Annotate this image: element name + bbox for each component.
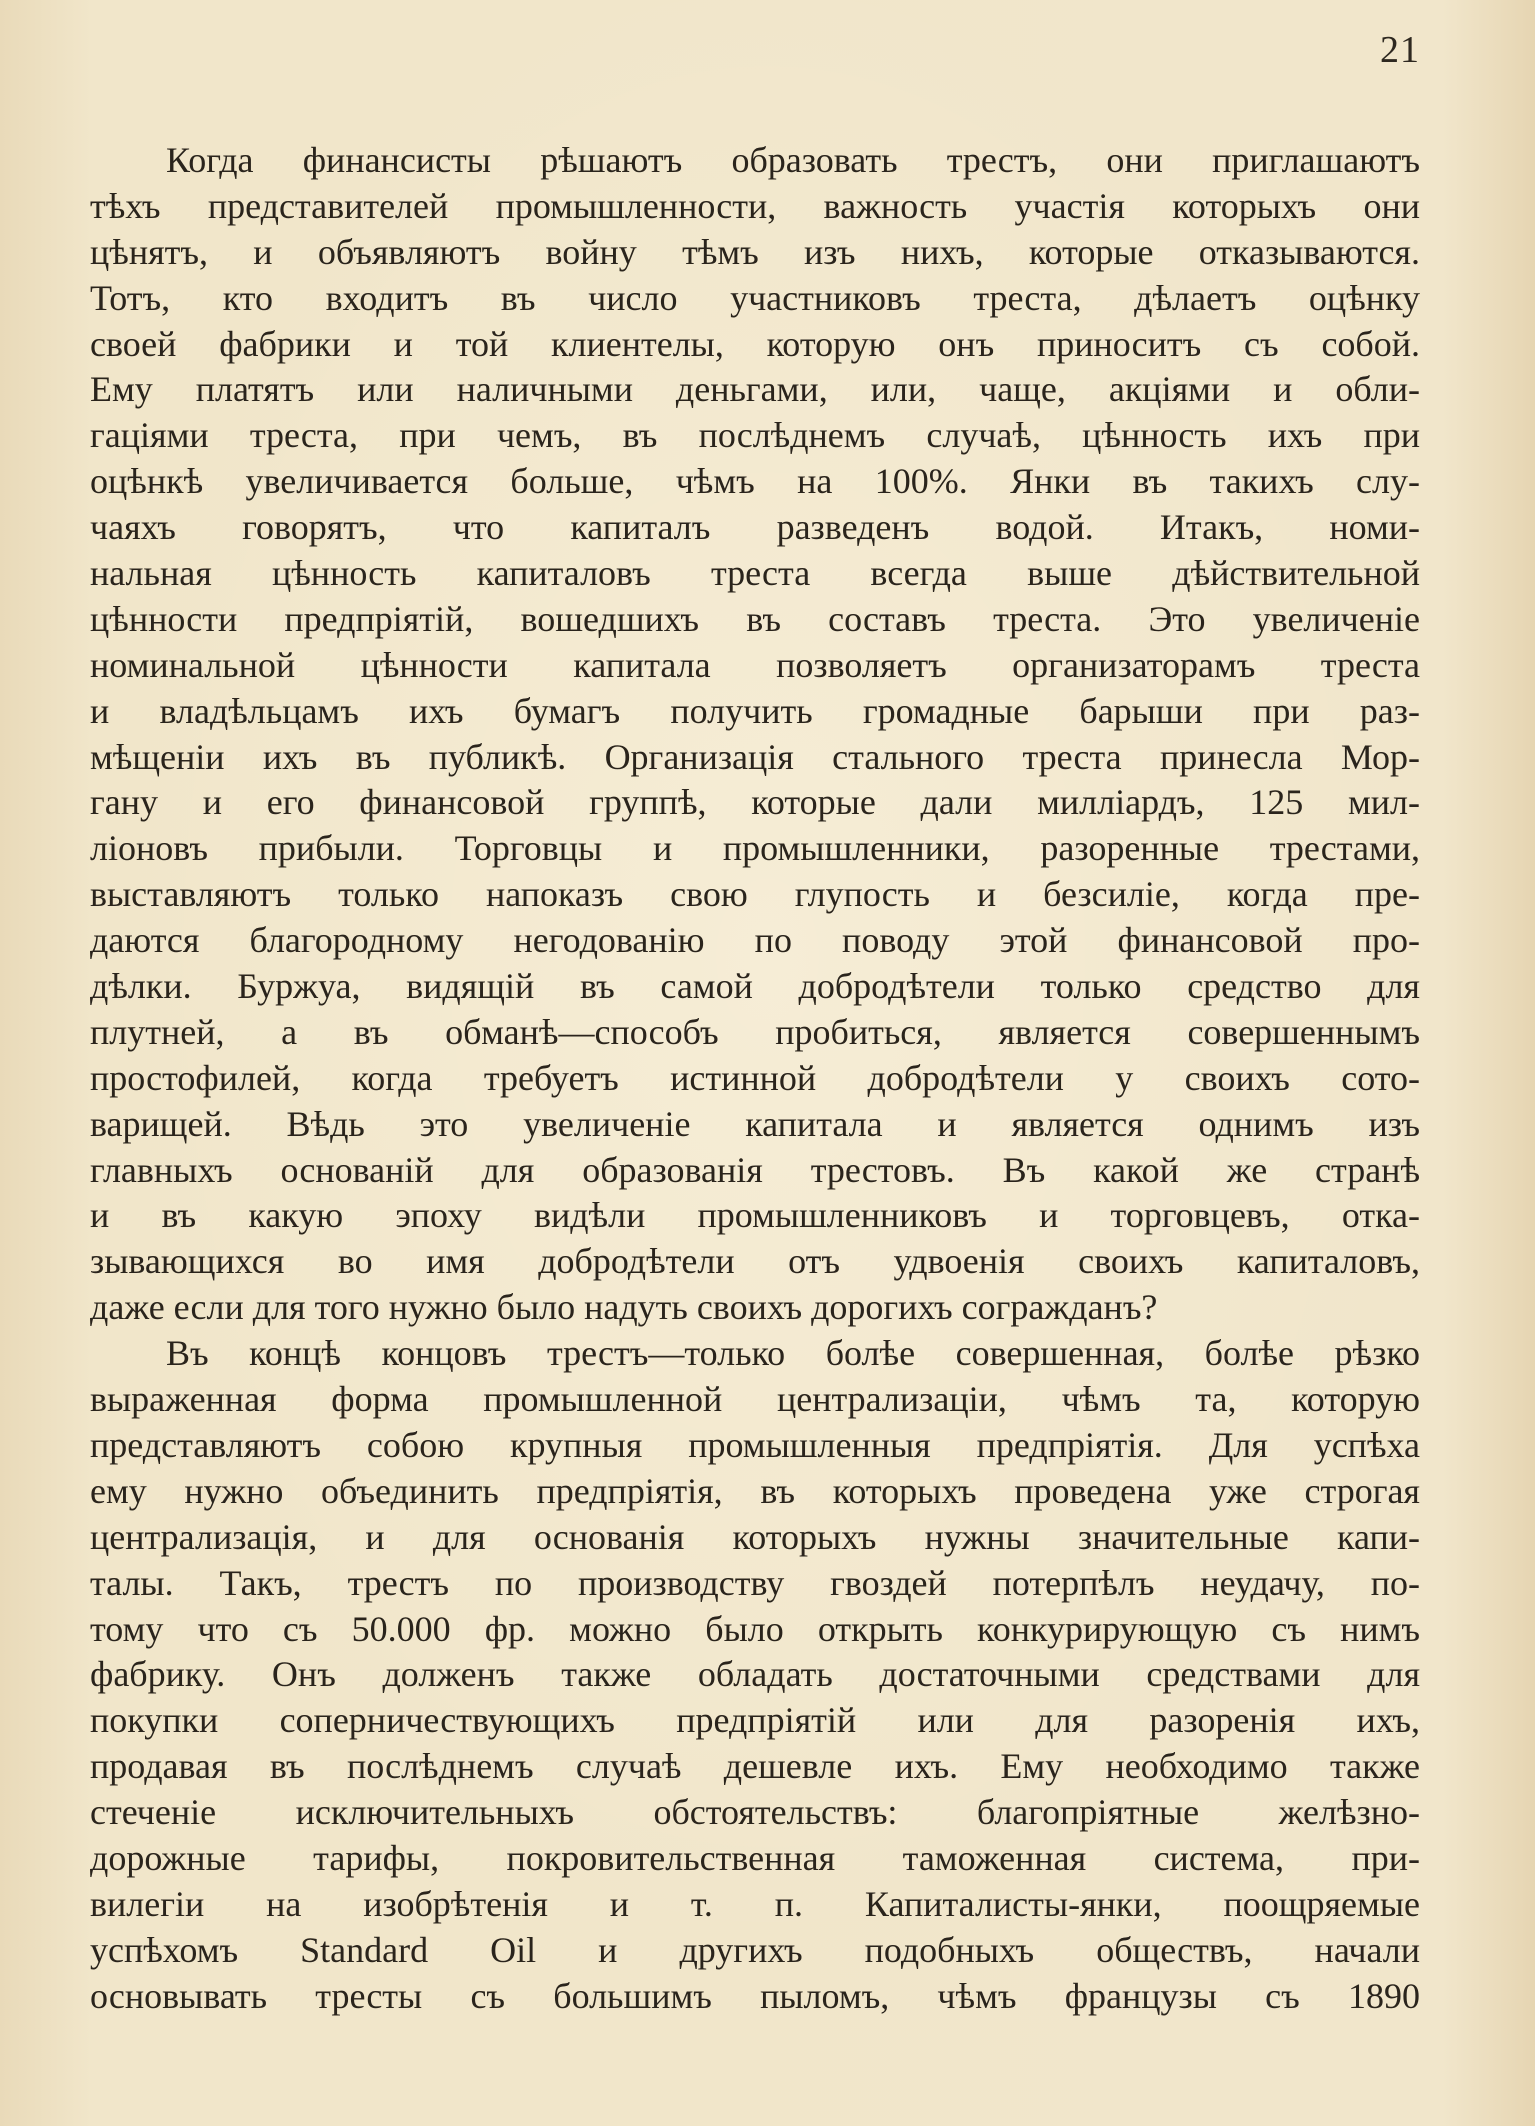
text-line: представляютъ собою крупныя промышленныя предпріятія. Для успѣха xyxy=(90,1424,1420,1465)
text-line: плутней, а въ обманѣ—способъ пробиться, является совершеннымъ xyxy=(90,1011,1420,1052)
text-line: и владѣльцамъ ихъ бумагъ получить громадные барыши при раз- xyxy=(90,690,1420,731)
text-line: нальная цѣнность капиталовъ треста всегда выше дѣйствительной xyxy=(90,553,1420,594)
text-line: и въ какую эпоху видѣли промышленниковъ и торговцевъ, отка- xyxy=(90,1195,1420,1236)
text-line: выраженная форма промышленной централизаціи, чѣмъ та, которую xyxy=(90,1379,1420,1420)
text-line: простофилей, когда требуетъ истинной добродѣтели у своихъ сото- xyxy=(90,1057,1420,1098)
text-line: основывать тресты съ большимъ пыломъ, чѣмъ французы съ 1890 xyxy=(90,1975,1420,2016)
text-line: централизація, и для основанія которыхъ нужны значительные капи- xyxy=(90,1516,1420,1557)
text-line: оцѣнкѣ увеличивается больше, чѣмъ на 100%. Янки въ такихъ слу- xyxy=(90,461,1420,502)
text-line: талы. Такъ, трестъ по производству гвоздей потерпѣлъ неудачу, по- xyxy=(90,1562,1420,1603)
text-line: варищей. Вѣдь это увеличеніе капитала и является однимъ изъ xyxy=(90,1103,1420,1144)
text-line: вилегіи на изобрѣтенія и т. п. Капиталисты-янки, поощряемые xyxy=(90,1883,1420,1924)
text-line: своей фабрики и той клиентелы, которую онъ приноситъ съ собой. xyxy=(90,323,1420,364)
text-line: покупки соперничествующихъ предпріятій или для разоренія ихъ, xyxy=(90,1700,1420,1741)
page-number: 21 xyxy=(1380,29,1420,71)
text-line: Тотъ, кто входитъ въ число участниковъ треста, дѣлаетъ оцѣнку xyxy=(90,277,1420,318)
body-text xyxy=(90,138,1420,2020)
text-line: тому что съ 50.000 фр. можно было открыть конкурирующую съ нимъ xyxy=(90,1608,1420,1649)
text-line: выставляютъ только напоказъ свою глупость и безсиліе, когда пре- xyxy=(90,874,1420,915)
text-line: Ему платятъ или наличными деньгами, или, чаще, акціями и обли- xyxy=(90,369,1420,410)
text-line: чаяхъ говорятъ, что капиталъ разведенъ водой. Итакъ, номи- xyxy=(90,507,1420,548)
text-line: главныхъ основаній для образованія трестовъ. Въ какой же странѣ xyxy=(90,1149,1420,1190)
text-line: дѣлки. Буржуа, видящій въ самой добродѣтели только средство для xyxy=(90,966,1420,1007)
text-line: успѣхомъ Standard Oil и другихъ подобныхъ обществъ, начали xyxy=(90,1929,1420,1970)
text-line: гаціями треста, при чемъ, въ послѣднемъ случаѣ, цѣнность ихъ при xyxy=(90,415,1420,456)
text-line: цѣнятъ, и объявляютъ войну тѣмъ изъ нихъ, которые отказываются. xyxy=(90,231,1420,272)
text-line: даются благородному негодованію по поводу этой финансовой про- xyxy=(90,920,1420,961)
text-line: Когда финансисты рѣшаютъ образовать трестъ, они приглашаютъ xyxy=(166,140,1420,180)
text-line: цѣнности предпріятій, вошедшихъ въ составъ треста. Это увеличеніе xyxy=(90,598,1420,639)
text-line: даже если для того нужно было надуть своихъ дорогихъ согражданъ? xyxy=(90,1287,1158,1328)
text-line: мѣщеніи ихъ въ публикѣ. Организація стального треста принесла Мор- xyxy=(90,736,1420,777)
text-line: ему нужно объединить предпріятія, въ которыхъ проведена уже строгая xyxy=(90,1470,1420,1511)
text-line: Въ концѣ концовъ трестъ—только болѣе совершенная, болѣе рѣзко xyxy=(166,1333,1420,1374)
text-line: дорожные тарифы, покровительственная таможенная система, при- xyxy=(90,1837,1420,1878)
text-line: зывающихся во имя добродѣтели отъ удвоенія своихъ капиталовъ, xyxy=(90,1241,1420,1282)
text-line: фабрику. Онъ долженъ также обладать достаточными средствами для xyxy=(90,1654,1420,1695)
text-line: ліоновъ прибыли. Торговцы и промышленники, разоренные трестами, xyxy=(90,828,1420,869)
text-line: тѣхъ представителей промышленности, важность участія которыхъ они xyxy=(90,185,1420,226)
text-line: номинальной цѣнности капитала позволяетъ организаторамъ треста xyxy=(90,644,1420,685)
text-line: продавая въ послѣднемъ случаѣ дешевле ихъ. Ему необходимо также xyxy=(90,1746,1420,1787)
text-line: гану и его финансовой группѣ, которые дали милліардъ, 125 мил- xyxy=(90,782,1420,823)
text-line: стеченіе исключительныхъ обстоятельствъ: благопріятные желѣзно- xyxy=(90,1792,1420,1833)
